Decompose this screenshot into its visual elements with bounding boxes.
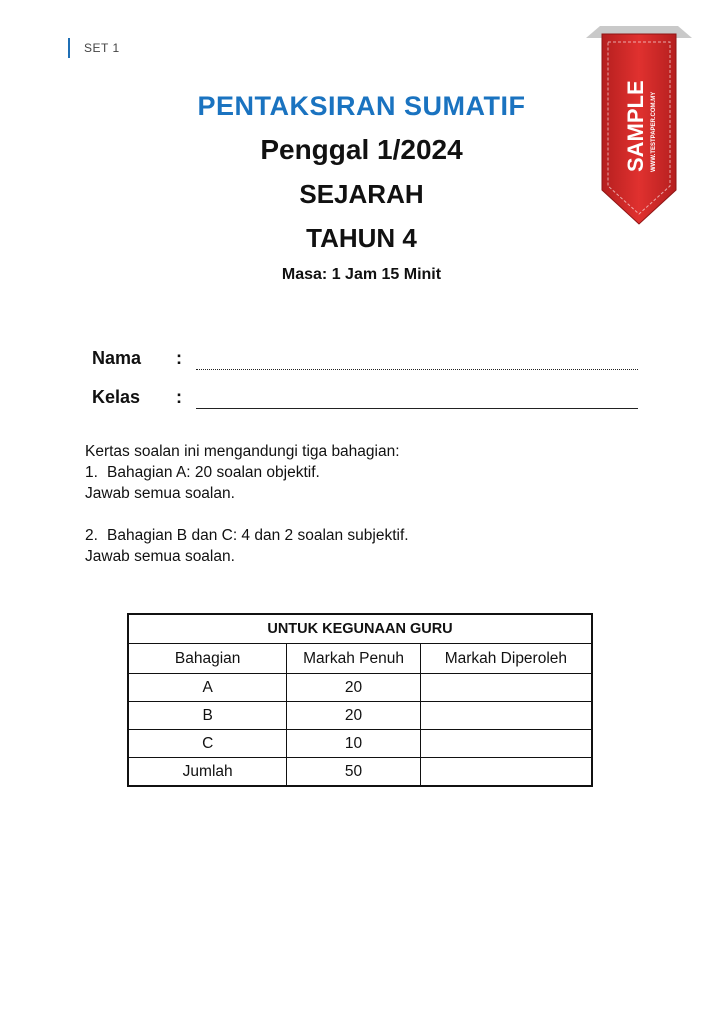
instructions	[85, 441, 645, 567]
instruction-item: 2. Bahagian B dan C: 4 dan 2 soalan subjektif.	[85, 527, 409, 544]
column-header: Bahagian	[128, 644, 287, 674]
set-label: SET 1	[68, 38, 120, 58]
year-title: TAHUN 4	[306, 223, 417, 253]
table-cell: A	[128, 674, 287, 702]
class-blank-line[interactable]	[196, 408, 638, 409]
table-cell: 20	[287, 674, 420, 702]
instruction-subline: Jawab semua soalan.	[85, 485, 235, 502]
class-label: Kelas	[92, 387, 141, 407]
marks-obtained-cell[interactable]	[420, 730, 592, 758]
assessment-title: PENTAKSIRAN SUMATIF	[197, 91, 526, 121]
table-cell: B	[128, 702, 287, 730]
table-row	[128, 702, 592, 730]
name-blank-line[interactable]	[196, 369, 638, 370]
instruction-subline: Jawab semua soalan.	[85, 548, 235, 565]
name-colon: :	[176, 348, 182, 368]
class-field[interactable]	[92, 387, 638, 415]
column-header: Markah Penuh	[287, 644, 420, 674]
column-header: Markah Diperoleh	[420, 644, 592, 674]
table-cell: C	[128, 730, 287, 758]
name-field[interactable]	[92, 348, 638, 376]
marks-obtained-cell[interactable]	[420, 758, 592, 787]
instructions-intro: Kertas soalan ini mengandungi tiga bahagian:	[85, 443, 400, 460]
table-row	[128, 674, 592, 702]
table-cell: 20	[287, 702, 420, 730]
subject-title: SEJARAH	[299, 179, 424, 209]
table-cell: 10	[287, 730, 420, 758]
table-row	[128, 758, 592, 787]
class-colon: :	[176, 387, 182, 407]
sample-site-text: WWW.TESTPAPER.COM.MY	[651, 91, 657, 172]
term-title: Penggal 1/2024	[260, 134, 463, 165]
duration-text: Masa: 1 Jam 15 Minit	[281, 266, 442, 283]
marks-obtained-cell[interactable]	[420, 702, 592, 730]
teacher-use-table	[127, 613, 593, 787]
table-title: UNTUK KEGUNAAN GURU	[128, 614, 592, 644]
sample-text: SAMPLE	[623, 80, 648, 172]
table-cell: 50	[287, 758, 420, 787]
table-header-row	[128, 644, 592, 674]
marks-obtained-cell[interactable]	[420, 674, 592, 702]
table-row	[128, 730, 592, 758]
instruction-item: 1. Bahagian A: 20 soalan objektif.	[85, 464, 320, 481]
name-label: Nama	[92, 348, 142, 368]
table-cell: Jumlah	[128, 758, 287, 787]
title-block	[0, 84, 723, 290]
